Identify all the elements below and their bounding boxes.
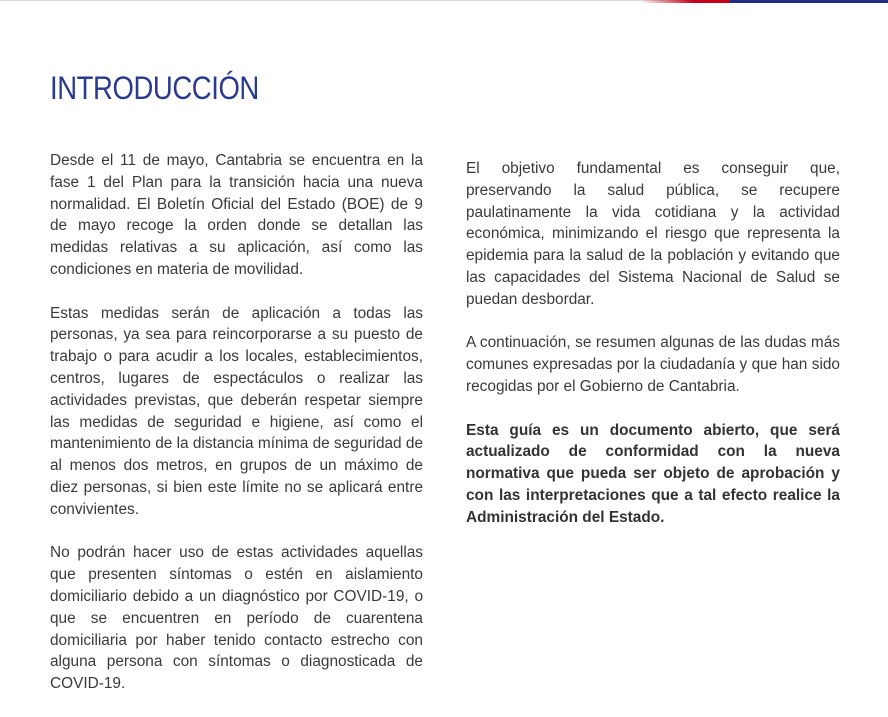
left-paragraph-1: Desde el 11 de mayo, Cantabria se encuentra en la fase 1 del Plan para la transición hacia una nueva normalidad. El Boletín Oficial del Estado (BOE) de 9 de mayo recoge la orden donde se detallan las medidas relativas a su aplicación, así como las condiciones en materia de movilidad. (50, 152, 423, 278)
left-paragraph-3: No podrán hacer uso de estas actividades aquellas que presenten síntomas o estén en aislamiento domiciliario debido a un diagnóstico por COVID-19, o que se encuentren en período de cuarentena domiciliaria por haber tenido contacto estrecho con alguna persona con síntomas o diagnosticada de COVID-19. (50, 544, 423, 693)
accent-red-segment (640, 0, 730, 3)
right-column (466, 158, 840, 550)
highlight-paragraph: Esta guía es un documento abierto, que será actualizado de conformidad con la nueva normativa que pueda ser objeto de aprobación y con las interpretaciones que a tal efecto realice la Administración del Estado. (466, 421, 840, 526)
left-column (50, 150, 423, 717)
left-paragraph-2: Estas medidas serán de aplicación a todas las personas, ya sea para reincorporarse a su puesto de trabajo o para acudir a los locales, establecimientos, centros, lugares de espectáculos o realizar las actividades previstas, que deberán respetar siempre las medidas de seguridad e higiene, así como el mantenimiento de la distancia mínima de seguridad de al menos dos metros, en grupos de un máximo de diez personas, si bien este límite no se aplicará entre convivientes. (50, 304, 424, 518)
accent-navy-segment (730, 0, 888, 3)
page-title: INTRODUCCIÓN (50, 70, 259, 106)
right-paragraph-1: El objetivo fundamental es conseguir que, preservando la salud pública, se recupere paulatinamente la vida cotidiana y la actividad económica, minimizando el riesgo que representa la epidemia para la salud de la población y evitando que las capacidades del Sistema Nacional de Salud se puedan desbordar. (466, 160, 840, 308)
right-paragraph-2: A continuación, se resumen algunas de las dudas más comunes expresadas por la ciudadanía y que han sido recogidas por el Gobierno de Cantabria. (466, 334, 840, 395)
top-accent-bar (640, 0, 888, 3)
